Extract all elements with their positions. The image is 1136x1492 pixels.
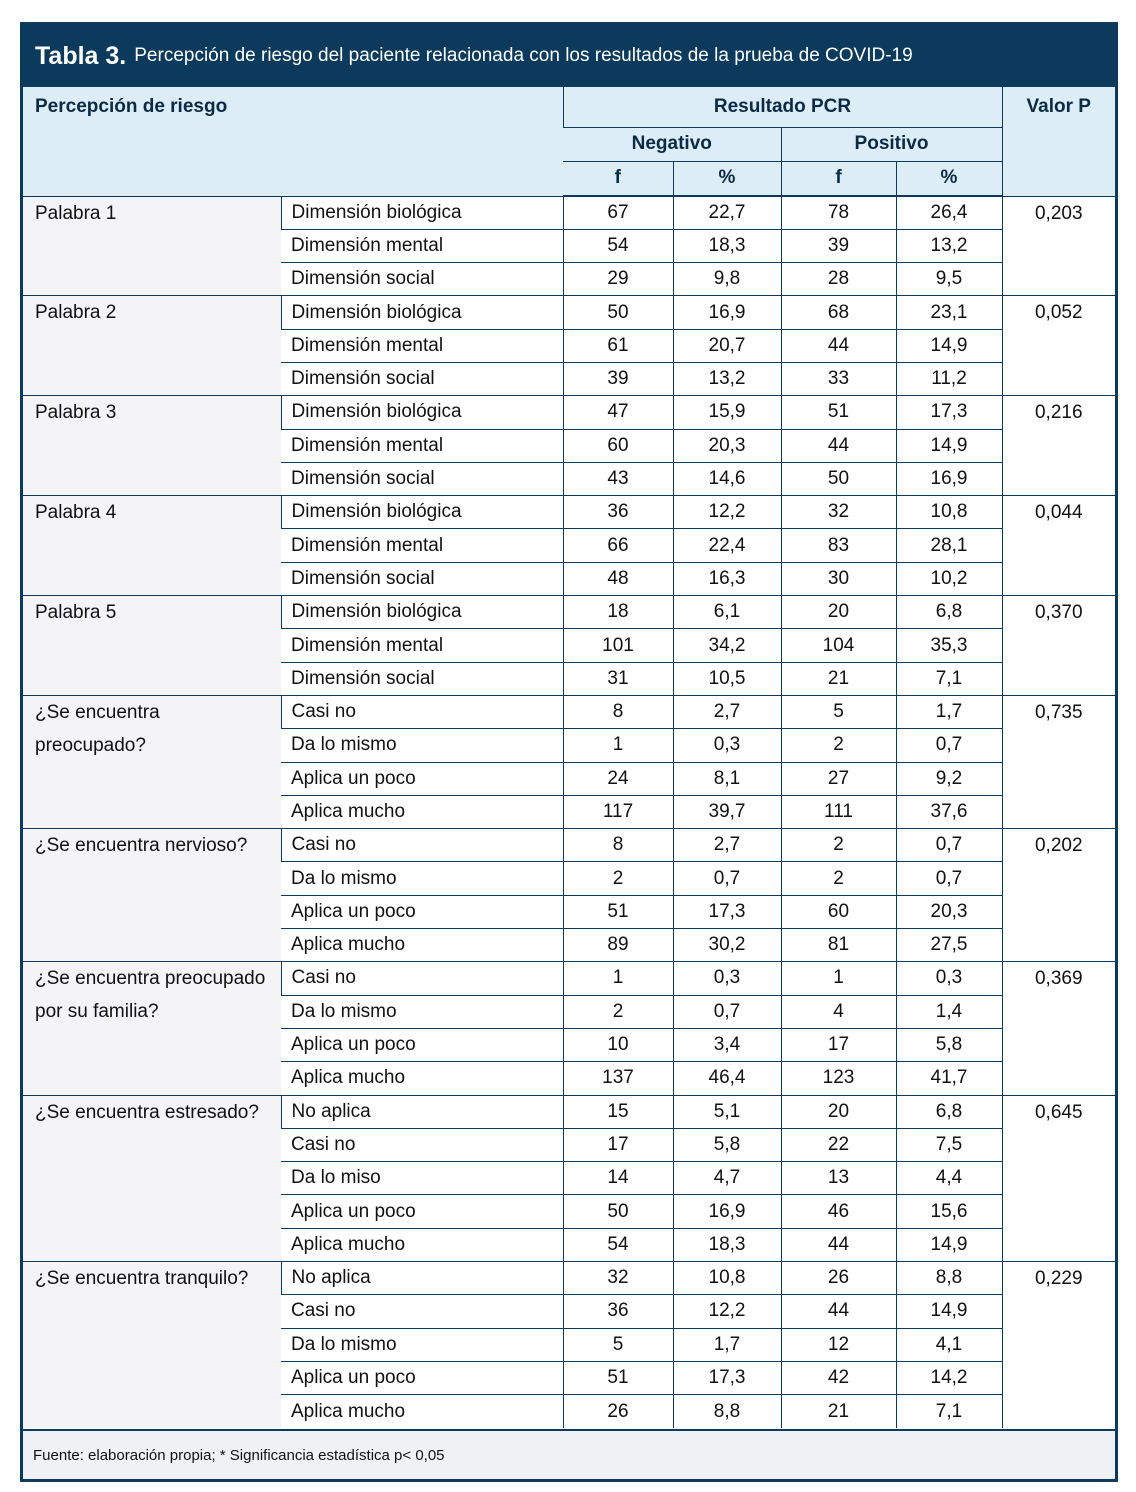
row-label: Aplica mucho [281,795,563,828]
negativo-pct-cell: 15,9 [673,396,781,429]
negativo-pct-cell: 39,7 [673,795,781,828]
positivo-f-cell: 50 [781,462,896,495]
positivo-f-cell: 4 [781,995,896,1028]
table-row [23,196,1115,229]
negativo-pct-cell: 0,3 [673,962,781,995]
p-value-cell: 0,052 [1002,296,1115,396]
positivo-pct-cell: 35,3 [896,629,1002,662]
table-row [23,496,1115,529]
negativo-pct-cell: 12,2 [673,496,781,529]
row-label: Da lo mismo [281,995,563,1028]
positivo-f-cell: 5 [781,695,896,728]
group-label: Palabra 2 [23,296,281,396]
row-label: Dimensión biológica [281,296,563,329]
table-row [23,296,1115,329]
negativo-pct-cell: 22,4 [673,529,781,562]
row-label: Casi no [281,1128,563,1161]
positivo-f-cell: 44 [781,1295,896,1328]
p-value-cell: 0,369 [1002,962,1115,1095]
negativo-pct-cell: 10,5 [673,662,781,695]
table-row [23,962,1115,995]
negativo-f-cell: 1 [563,729,673,762]
positivo-pct-cell: 16,9 [896,462,1002,495]
positivo-pct-cell: 14,9 [896,1295,1002,1328]
negativo-pct-cell: 18,3 [673,229,781,262]
negativo-f-cell: 54 [563,1228,673,1261]
positivo-pct-cell: 15,6 [896,1195,1002,1228]
row-label: Aplica mucho [281,1395,563,1428]
positivo-pct-cell: 17,3 [896,396,1002,429]
row-label: Aplica mucho [281,929,563,962]
negativo-f-cell: 66 [563,529,673,562]
group-label: ¿Se encuentra estresado? [23,1095,281,1261]
row-label: Dimensión social [281,362,563,395]
negativo-f-cell: 18 [563,596,673,629]
negativo-f-cell: 137 [563,1062,673,1095]
positivo-f-cell: 39 [781,229,896,262]
row-label: Dimensión mental [281,529,563,562]
positivo-pct-cell: 7,1 [896,1395,1002,1428]
positivo-pct-cell: 11,2 [896,362,1002,395]
positivo-pct-cell: 27,5 [896,929,1002,962]
group-label: ¿Se encuentra nervioso? [23,829,281,962]
positivo-pct-cell: 14,9 [896,1228,1002,1261]
positivo-f-cell: 83 [781,529,896,562]
row-label: Dimensión biológica [281,396,563,429]
negativo-f-cell: 47 [563,396,673,429]
group-label: ¿Se encuentra preocupado por su familia? [23,962,281,1095]
table-title: Percepción de riesgo del paciente relacionada con los resultados de la prueba de COVID-19 [134,45,913,66]
row-label: Dimensión biológica [281,496,563,529]
negativo-pct-cell: 2,7 [673,829,781,862]
negativo-pct-cell: 17,3 [673,1361,781,1394]
positivo-pct-cell: 4,4 [896,1162,1002,1195]
negativo-f-cell: 29 [563,263,673,296]
row-label: Aplica un poco [281,1361,563,1394]
positivo-f-cell: 42 [781,1361,896,1394]
positivo-pct-cell: 28,1 [896,529,1002,562]
negativo-pct-cell: 13,2 [673,362,781,395]
header-negativo: Negativo [563,127,781,161]
positivo-pct-cell: 9,2 [896,762,1002,795]
positivo-f-cell: 12 [781,1328,896,1361]
positivo-f-cell: 13 [781,1162,896,1195]
positivo-pct-cell: 14,9 [896,329,1002,362]
negativo-pct-cell: 12,2 [673,1295,781,1328]
negativo-f-cell: 89 [563,929,673,962]
row-label: No aplica [281,1095,563,1128]
negativo-f-cell: 8 [563,695,673,728]
negativo-pct-cell: 14,6 [673,462,781,495]
row-label: Aplica un poco [281,1028,563,1061]
positivo-pct-cell: 0,7 [896,729,1002,762]
negativo-f-cell: 1 [563,962,673,995]
positivo-pct-cell: 9,5 [896,263,1002,296]
positivo-pct-cell: 14,9 [896,429,1002,462]
positivo-f-cell: 26 [781,1262,896,1295]
data-table [23,87,1115,1428]
negativo-f-cell: 51 [563,1361,673,1394]
positivo-pct-cell: 8,8 [896,1262,1002,1295]
negativo-f-cell: 8 [563,829,673,862]
positivo-f-cell: 2 [781,829,896,862]
positivo-pct-cell: 6,8 [896,1095,1002,1128]
negativo-f-cell: 10 [563,1028,673,1061]
positivo-pct-cell: 37,6 [896,795,1002,828]
negativo-pct-cell: 8,1 [673,762,781,795]
negativo-pct-cell: 20,7 [673,329,781,362]
group-label: Palabra 4 [23,496,281,596]
negativo-pct-cell: 46,4 [673,1062,781,1095]
group-label: ¿Se encuentra tranquilo? [23,1262,281,1428]
negativo-pct-cell: 22,7 [673,196,781,229]
positivo-f-cell: 68 [781,296,896,329]
positivo-f-cell: 2 [781,729,896,762]
negativo-pct-cell: 4,7 [673,1162,781,1195]
header-percepcion: Percepción de riesgo [23,87,563,196]
positivo-f-cell: 111 [781,795,896,828]
negativo-f-cell: 117 [563,795,673,828]
table-footnote: Fuente: elaboración propia; * Significancia estadística p< 0,05 [23,1429,1115,1479]
row-label: Aplica mucho [281,1062,563,1095]
negativo-pct-cell: 34,2 [673,629,781,662]
negativo-f-cell: 5 [563,1328,673,1361]
header-positivo: Positivo [781,127,1002,161]
positivo-f-cell: 21 [781,1395,896,1428]
negativo-pct-cell: 17,3 [673,895,781,928]
negativo-pct-cell: 5,1 [673,1095,781,1128]
row-label: Aplica un poco [281,762,563,795]
row-label: Dimensión social [281,562,563,595]
negativo-pct-cell: 18,3 [673,1228,781,1261]
positivo-pct-cell: 13,2 [896,229,1002,262]
negativo-f-cell: 17 [563,1128,673,1161]
positivo-f-cell: 46 [781,1195,896,1228]
negativo-pct-cell: 16,9 [673,1195,781,1228]
positivo-pct-cell: 0,7 [896,862,1002,895]
negativo-f-cell: 50 [563,1195,673,1228]
positivo-pct-cell: 4,1 [896,1328,1002,1361]
negativo-f-cell: 60 [563,429,673,462]
positivo-f-cell: 2 [781,862,896,895]
p-value-cell: 0,202 [1002,829,1115,962]
p-value-cell: 0,735 [1002,695,1115,828]
negativo-f-cell: 2 [563,995,673,1028]
positivo-f-cell: 21 [781,662,896,695]
row-label: Dimensión mental [281,229,563,262]
header-positivo-pct: % [896,161,1002,196]
p-value-cell: 0,216 [1002,396,1115,496]
negativo-f-cell: 43 [563,462,673,495]
negativo-pct-cell: 0,7 [673,862,781,895]
positivo-pct-cell: 5,8 [896,1028,1002,1061]
row-label: Casi no [281,829,563,862]
group-label: ¿Se encuentra preocupado? [23,695,281,828]
negativo-pct-cell: 8,8 [673,1395,781,1428]
positivo-f-cell: 20 [781,596,896,629]
negativo-pct-cell: 20,3 [673,429,781,462]
group-label: Palabra 3 [23,396,281,496]
row-label: Casi no [281,962,563,995]
negativo-f-cell: 36 [563,496,673,529]
positivo-f-cell: 22 [781,1128,896,1161]
group-label: Palabra 5 [23,596,281,696]
negativo-pct-cell: 9,8 [673,263,781,296]
row-label: Dimensión mental [281,629,563,662]
negativo-pct-cell: 16,3 [673,562,781,595]
row-label: Aplica un poco [281,1195,563,1228]
positivo-f-cell: 32 [781,496,896,529]
negativo-pct-cell: 16,9 [673,296,781,329]
positivo-pct-cell: 41,7 [896,1062,1002,1095]
table-body [23,196,1115,1428]
row-label: Dimensión social [281,462,563,495]
negativo-f-cell: 15 [563,1095,673,1128]
row-label: Dimensión social [281,662,563,695]
negativo-f-cell: 48 [563,562,673,595]
positivo-pct-cell: 0,3 [896,962,1002,995]
positivo-pct-cell: 10,2 [896,562,1002,595]
negativo-f-cell: 54 [563,229,673,262]
row-label: Dimensión biológica [281,596,563,629]
positivo-pct-cell: 1,7 [896,695,1002,728]
p-value-cell: 0,203 [1002,196,1115,296]
negativo-pct-cell: 1,7 [673,1328,781,1361]
table-number: Tabla 3. [35,41,127,70]
negativo-f-cell: 2 [563,862,673,895]
header-valor-p: Valor P [1002,87,1115,196]
header-resultado-pcr: Resultado PCR [563,87,1002,127]
positivo-f-cell: 123 [781,1062,896,1095]
table-row [23,596,1115,629]
positivo-f-cell: 20 [781,1095,896,1128]
row-label: Da lo mismo [281,1328,563,1361]
row-label: Aplica un poco [281,895,563,928]
row-label: Dimensión mental [281,429,563,462]
table-row [23,829,1115,862]
negativo-pct-cell: 5,8 [673,1128,781,1161]
table-row [23,396,1115,429]
positivo-f-cell: 78 [781,196,896,229]
positivo-pct-cell: 0,7 [896,829,1002,862]
header-negativo-pct: % [673,161,781,196]
positivo-pct-cell: 23,1 [896,296,1002,329]
negativo-f-cell: 14 [563,1162,673,1195]
negativo-f-cell: 61 [563,329,673,362]
table-row [23,1095,1115,1128]
positivo-f-cell: 81 [781,929,896,962]
p-value-cell: 0,645 [1002,1095,1115,1261]
p-value-cell: 0,370 [1002,596,1115,696]
row-label: Casi no [281,1295,563,1328]
negativo-pct-cell: 10,8 [673,1262,781,1295]
negativo-f-cell: 39 [563,362,673,395]
row-label: Casi no [281,695,563,728]
row-label: Aplica mucho [281,1228,563,1261]
negativo-f-cell: 31 [563,662,673,695]
p-value-cell: 0,044 [1002,496,1115,596]
row-label: Dimensión social [281,263,563,296]
table-row [23,695,1115,728]
positivo-f-cell: 51 [781,396,896,429]
negativo-f-cell: 50 [563,296,673,329]
negativo-f-cell: 51 [563,895,673,928]
positivo-f-cell: 60 [781,895,896,928]
positivo-pct-cell: 1,4 [896,995,1002,1028]
positivo-f-cell: 28 [781,263,896,296]
positivo-pct-cell: 7,5 [896,1128,1002,1161]
table-title-bar [23,25,1115,87]
positivo-f-cell: 1 [781,962,896,995]
positivo-pct-cell: 7,1 [896,662,1002,695]
negativo-f-cell: 32 [563,1262,673,1295]
row-label: Dimensión mental [281,329,563,362]
p-value-cell: 0,229 [1002,1262,1115,1428]
row-label: Da lo mismo [281,729,563,762]
table-row [23,1262,1115,1295]
row-label: Da lo mismo [281,862,563,895]
positivo-pct-cell: 20,3 [896,895,1002,928]
positivo-pct-cell: 26,4 [896,196,1002,229]
negativo-pct-cell: 30,2 [673,929,781,962]
positivo-f-cell: 17 [781,1028,896,1061]
negativo-pct-cell: 2,7 [673,695,781,728]
negativo-f-cell: 26 [563,1395,673,1428]
group-label: Palabra 1 [23,196,281,296]
negativo-pct-cell: 6,1 [673,596,781,629]
negativo-f-cell: 101 [563,629,673,662]
negativo-pct-cell: 0,7 [673,995,781,1028]
negativo-f-cell: 67 [563,196,673,229]
positivo-f-cell: 44 [781,429,896,462]
row-label: Da lo miso [281,1162,563,1195]
positivo-f-cell: 33 [781,362,896,395]
positivo-pct-cell: 6,8 [896,596,1002,629]
positivo-f-cell: 44 [781,329,896,362]
positivo-f-cell: 27 [781,762,896,795]
header-negativo-f: f [563,161,673,196]
header-positivo-f: f [781,161,896,196]
negativo-f-cell: 36 [563,1295,673,1328]
positivo-f-cell: 30 [781,562,896,595]
row-label: Dimensión biológica [281,196,563,229]
negativo-pct-cell: 0,3 [673,729,781,762]
positivo-f-cell: 104 [781,629,896,662]
row-label: No aplica [281,1262,563,1295]
positivo-pct-cell: 10,8 [896,496,1002,529]
negativo-pct-cell: 3,4 [673,1028,781,1061]
table-frame [20,22,1118,1482]
positivo-pct-cell: 14,2 [896,1361,1002,1394]
positivo-f-cell: 44 [781,1228,896,1261]
negativo-f-cell: 24 [563,762,673,795]
